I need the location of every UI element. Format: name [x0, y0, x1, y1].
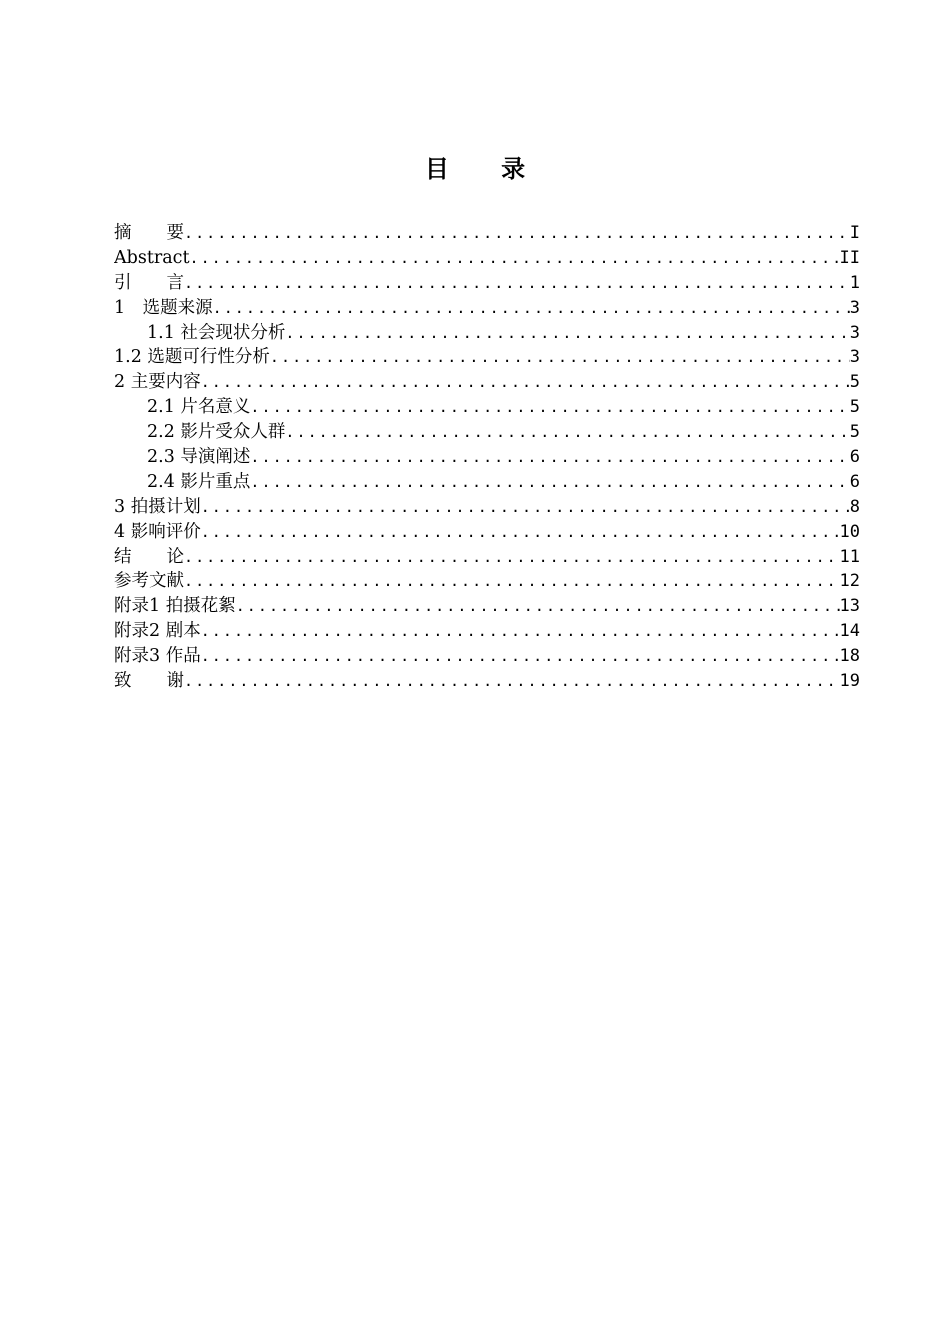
toc-dot-leader — [285, 420, 849, 445]
toc-dot-leader — [201, 520, 840, 545]
toc-dot-leader — [236, 594, 840, 619]
toc-entry[interactable] — [114, 669, 860, 694]
toc-entry-page-number: 5 — [849, 372, 860, 393]
toc-entry-page-number: 13 — [839, 596, 860, 617]
toc-dot-leader — [201, 495, 850, 520]
toc-entry-page-number: 3 — [849, 347, 860, 368]
toc-entry-page-number: 3 — [849, 322, 860, 343]
toc-entry-page-number: 5 — [849, 397, 860, 418]
toc-entry-label: 附录1 拍摄花絮 — [114, 596, 236, 617]
toc-entry-label: 附录2 剧本 — [114, 621, 201, 642]
toc-entry[interactable] — [114, 520, 860, 545]
toc-entry[interactable] — [114, 545, 860, 570]
toc-entry[interactable] — [114, 345, 860, 370]
toc-entry[interactable] — [114, 445, 860, 470]
toc-entry-page-number: 3 — [849, 297, 860, 318]
toc-entry-page-number: 14 — [839, 621, 860, 642]
toc-entry[interactable] — [114, 395, 860, 420]
toc-entry-label: 致 谢 — [114, 671, 184, 692]
toc-entry-page-number: 12 — [839, 571, 860, 592]
toc-entry[interactable] — [114, 246, 860, 271]
toc-entry-page-number: 5 — [849, 422, 860, 443]
toc-dot-leader — [201, 370, 850, 395]
toc-entry-label: 摘 要 — [114, 223, 184, 243]
toc-entry-page-number: 8 — [849, 496, 860, 517]
toc-dot-leader — [184, 569, 840, 594]
toc-entry[interactable] — [114, 271, 860, 296]
toc-entry-label: 1 选题来源 — [114, 297, 213, 318]
page-title: 目 录 — [424, 155, 548, 183]
toc-entry[interactable] — [114, 594, 860, 619]
toc-entry-page-number: 6 — [849, 447, 860, 468]
toc-entry-label: 2.2 影片受众人群 — [147, 422, 286, 443]
toc-entry-label: 3 拍摄计划 — [114, 496, 201, 517]
toc-entry-label: 1.2 选题可行性分析 — [114, 347, 270, 368]
toc-entry-page-number: 1 — [849, 272, 860, 293]
toc-entry-label: 2.4 影片重点 — [147, 471, 251, 492]
toc-entry[interactable] — [114, 470, 860, 495]
toc-entry-label: 2.3 导演阐述 — [147, 447, 251, 468]
toc-dot-leader — [184, 271, 850, 296]
toc-entry-label: 附录3 作品 — [114, 646, 201, 667]
table-of-contents — [114, 221, 860, 694]
toc-entry[interactable] — [114, 221, 860, 246]
toc-dot-leader — [285, 321, 849, 346]
toc-dot-leader — [201, 619, 840, 644]
toc-entry[interactable] — [114, 644, 860, 669]
toc-entry[interactable] — [114, 370, 860, 395]
toc-dot-leader — [184, 221, 850, 246]
toc-entry-label: 参考文献 — [114, 571, 184, 592]
toc-dot-leader — [184, 669, 840, 694]
toc-entry-page-number: 19 — [839, 671, 860, 692]
toc-entry[interactable] — [114, 420, 860, 445]
toc-dot-leader — [270, 345, 850, 370]
toc-entry-page-number: 18 — [839, 646, 860, 667]
toc-dot-leader — [213, 296, 850, 321]
toc-entry-label: 2.1 片名意义 — [147, 397, 251, 418]
toc-entry[interactable] — [114, 321, 860, 346]
toc-entry-page-number: 11 — [839, 546, 860, 567]
toc-entry-label: 引 言 — [114, 272, 184, 293]
toc-entry-page-number: 6 — [849, 471, 860, 492]
toc-dot-leader — [184, 545, 840, 570]
toc-entry-label: 4 影响评价 — [114, 521, 201, 542]
toc-entry-page-number: I — [849, 223, 860, 243]
toc-entry[interactable] — [114, 296, 860, 321]
toc-dot-leader — [250, 445, 849, 470]
toc-entry-label: Abstract — [114, 247, 190, 268]
toc-entry[interactable] — [114, 569, 860, 594]
toc-dot-leader — [190, 246, 840, 271]
toc-entry-label: 1.1 社会现状分析 — [147, 322, 286, 343]
toc-entry-page-number: 10 — [839, 521, 860, 542]
toc-entry[interactable] — [114, 495, 860, 520]
toc-entry-label: 结 论 — [114, 546, 184, 567]
toc-entry[interactable] — [114, 619, 860, 644]
toc-dot-leader — [250, 395, 849, 420]
toc-dot-leader — [201, 644, 840, 669]
toc-entry-page-number: II — [839, 247, 860, 268]
toc-dot-leader — [250, 470, 849, 495]
toc-entry-label: 2 主要内容 — [114, 372, 201, 393]
